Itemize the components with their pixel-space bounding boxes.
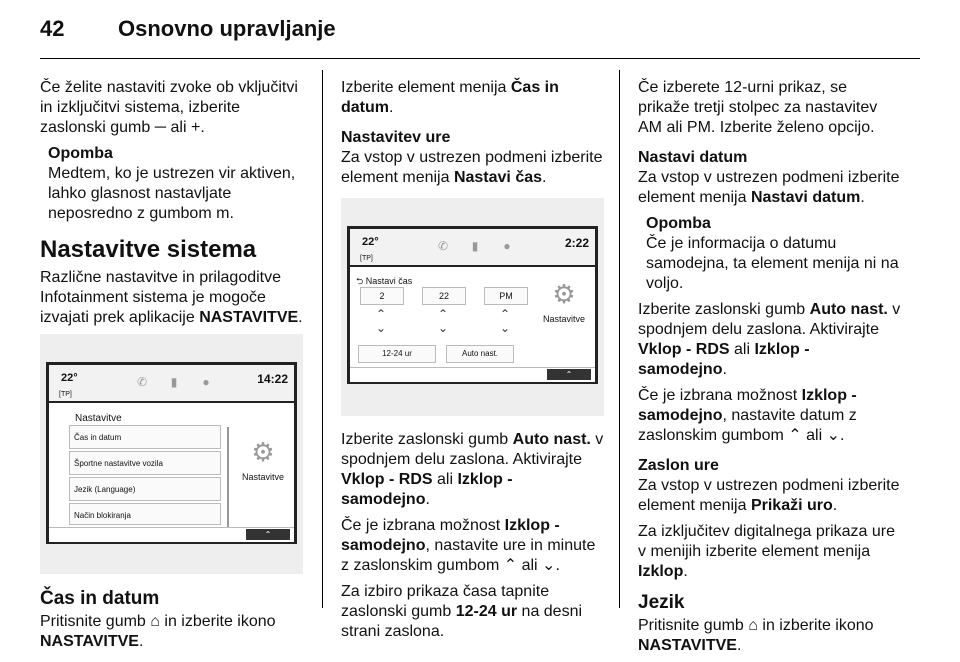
subsection-title: Čas in datum <box>40 588 160 609</box>
minus-icon: ─ <box>154 119 167 136</box>
display-screen <box>347 226 598 384</box>
clock: 14:22 <box>257 372 288 386</box>
tp-indicator: [TP] <box>360 255 373 262</box>
gear-icon: ⚙ <box>552 279 576 309</box>
paragraph: Izberite element menija Čas in datum. <box>341 79 559 116</box>
phone-icon: ✆ <box>136 375 148 389</box>
page-number: 42 <box>40 16 65 41</box>
display-screen <box>46 362 297 544</box>
auto-set-button[interactable]: Auto nast. <box>446 345 514 363</box>
temperature: 22° <box>362 236 379 248</box>
column-3 <box>638 78 902 662</box>
chevron-up-icon: ⌃ <box>503 557 518 574</box>
hour-down-icon[interactable]: ⌄ <box>375 321 387 335</box>
column-divider <box>619 70 620 608</box>
minute-up-icon[interactable]: ⌃ <box>437 307 449 321</box>
chevron-up-button[interactable]: ⌃ <box>547 369 591 380</box>
chevron-down-icon: ⌄ <box>826 427 840 444</box>
paragraph: Izberite zaslonski gumb Auto nast. v spodnjem delu zaslona. Aktivirajte Vklop - RDS ali Izklop - samodejno. <box>638 301 901 378</box>
chevron-down-icon: ⌄ <box>542 557 556 574</box>
column-divider <box>322 70 323 608</box>
plus-icon: + <box>190 119 201 136</box>
settings-app[interactable]: ⚙ Nastavitve <box>238 437 288 487</box>
chevron-up-icon: ⌃ <box>788 427 802 444</box>
paragraph: Za vstop v ustrezen podmeni izberite element menija Prikaži uro. <box>638 477 900 514</box>
subheading: Nastavitev ure <box>341 129 451 146</box>
note-title: Opomba <box>646 215 711 232</box>
menu-title: Nastavitve <box>75 413 122 424</box>
home-icon: ⌂ <box>748 617 758 634</box>
minute-down-icon[interactable]: ⌄ <box>437 321 449 335</box>
temperature: 22° <box>61 372 78 384</box>
screen-body <box>350 267 595 367</box>
paragraph: Za izbiro prikaza časa tapnite zaslonski gumb 12-24 ur na desni strani zaslona. <box>341 583 583 640</box>
paragraph: Če izberete 12-urni prikaz, se prikaže tretji stolpec za nastavitev AM ali PM. Izberite želeno opcijo. <box>638 79 878 136</box>
paragraph: Za vstop v ustrezen podmeni izberite element menija Nastavi čas. <box>341 149 603 186</box>
paragraph: Če je izbrana možnost Izklop - samodejno, nastavite ure in minute z zaslonskim gumbom ⌃ ali ⌄. <box>341 517 596 574</box>
ampm-value: PM <box>484 287 528 305</box>
scrollbar[interactable] <box>227 427 229 527</box>
paragraph: Za vstop v ustrezen podmeni izberite element menija Nastavi datum. <box>638 169 900 206</box>
paragraph: Izberite zaslonski gumb Auto nast. v spodnjem delu zaslona. Aktivirajte Vklop - RDS ali Izklop - samodejno. <box>341 431 604 508</box>
phone-icon: ✆ <box>437 239 449 253</box>
menu-item-lock[interactable]: Način blokiranja <box>69 503 221 525</box>
menu-item-time-date[interactable]: Čas in datum <box>69 425 221 449</box>
settings-app[interactable]: ⚙ Nastavitve <box>539 279 589 329</box>
paragraph: Pritisnite gumb ⌂ in izberite ikono NASTAVITVE. <box>40 613 276 650</box>
column-2 <box>341 78 605 648</box>
media-icon: ▮ <box>170 375 178 389</box>
back-button[interactable]: ⮌ Nastavi čas <box>356 276 413 286</box>
clock: 2:22 <box>564 236 589 250</box>
column-1 <box>40 78 304 658</box>
paragraph: Za izključitev digitalnega prikaza ure v menijih izberite element menija Izklop. <box>638 523 896 580</box>
section-title: Jezik <box>638 592 685 613</box>
subheading: Zaslon ure <box>638 457 719 474</box>
format-12-24-button[interactable]: 12-24 ur <box>358 345 436 363</box>
tp-indicator: [TP] <box>59 391 72 398</box>
status-bar <box>49 365 294 403</box>
nav-icon: ● <box>202 375 210 389</box>
hour-up-icon[interactable]: ⌃ <box>375 307 387 321</box>
screen-bottom-bar <box>49 527 294 542</box>
ampm-up-icon[interactable]: ⌃ <box>499 307 511 321</box>
media-icon: ▮ <box>471 239 479 253</box>
subheading: Nastavi datum <box>638 149 748 166</box>
paragraph: Če je izbrana možnost Izklop - samodejno, nastavite datum z zaslonskim gumbom ⌃ ali ⌄. <box>638 387 857 444</box>
note-title: Opomba <box>48 145 113 162</box>
menu-item-sport[interactable]: Športne nastavitve vozila <box>69 451 221 475</box>
note: Opomba Medtem, ko je ustrezen vir aktiven, lahko glasnost nastavljate neposredno z gumbom m. <box>48 144 304 224</box>
page-title: Osnovno upravljanje <box>118 16 336 41</box>
screen-body <box>49 403 294 527</box>
chevron-up-button[interactable]: ⌃ <box>246 529 290 540</box>
ampm-down-icon[interactable]: ⌄ <box>499 321 511 335</box>
nav-icon: ● <box>503 239 511 253</box>
paragraph: Če želite nastaviti zvoke ob vključitvi in izključitvi sistema, izberite zaslonski gumb ─ ali +. <box>40 79 298 136</box>
section-title: Nastavitve sistema <box>40 236 257 263</box>
paragraph: Različne nastavitve in prilagoditve Infotainment sistema je mogoče izvajati prek aplikacije NASTAVITVE. <box>40 269 303 326</box>
gear-icon: ⚙ <box>251 437 275 467</box>
menu-item-language[interactable]: Jezik (Language) <box>69 477 221 501</box>
power-icon: m <box>216 205 230 222</box>
minute-value: 22 <box>422 287 466 305</box>
screen-bottom-bar <box>350 367 595 382</box>
page-header <box>0 0 960 60</box>
note: Opomba Če je informacija o datumu samodejna, ta element menija ni na voljo. <box>646 214 902 294</box>
header-rule <box>40 58 920 59</box>
screenshot-settings <box>40 334 303 574</box>
home-icon: ⌂ <box>150 613 160 630</box>
status-bar <box>350 229 595 267</box>
screenshot-time <box>341 198 604 416</box>
hour-value: 2 <box>360 287 404 305</box>
paragraph: Pritisnite gumb ⌂ in izberite ikono NASTAVITVE. <box>638 617 874 654</box>
